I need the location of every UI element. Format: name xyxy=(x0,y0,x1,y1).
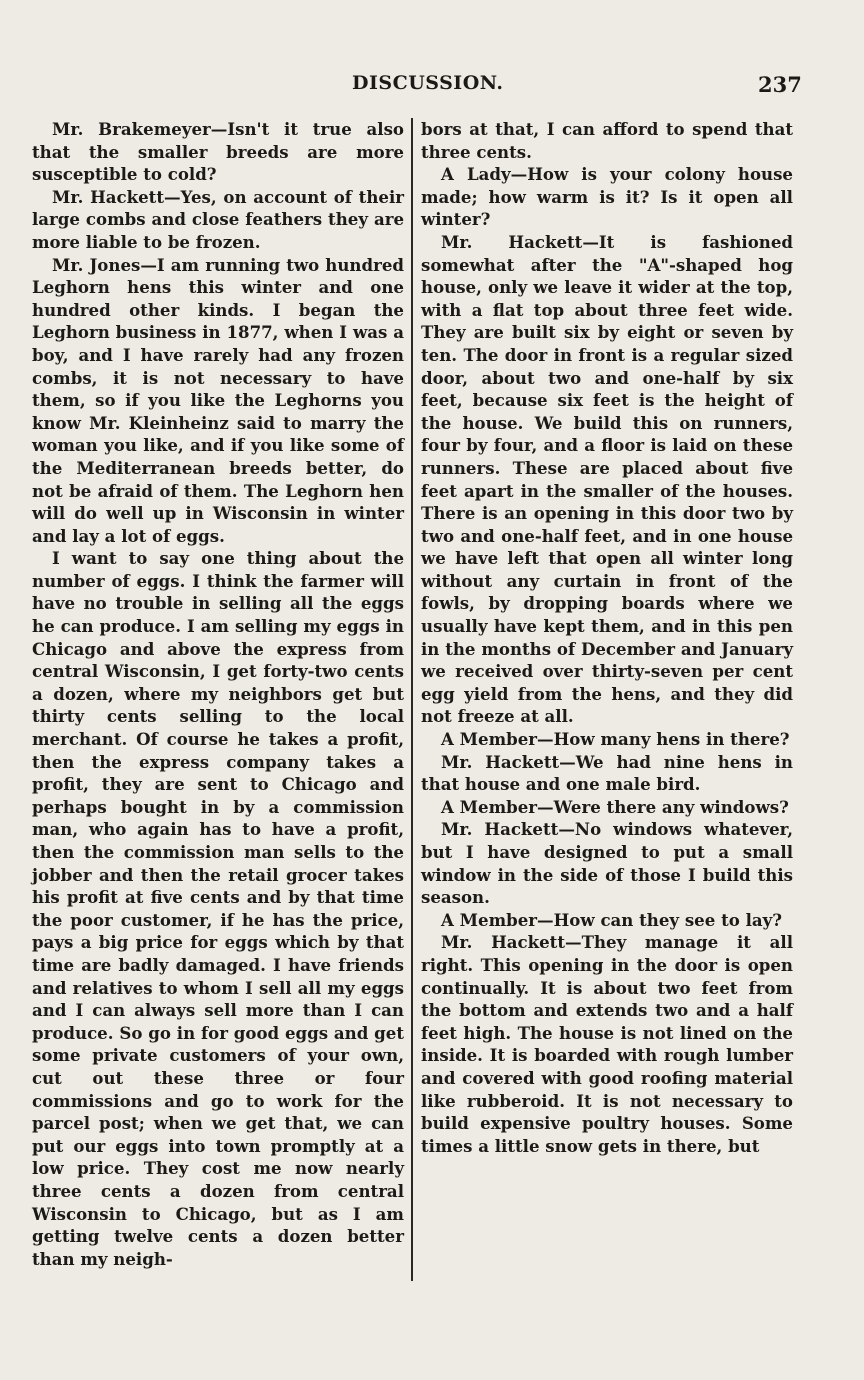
paragraph: Mr. Hackett—It is fashioned somewhat after the "A"-shaped hog house, only we leave it wider at the top, with a flat top about three feet wide. They are built six by eight or seven by ten. The door in front is a regular sized door, about two and one-half by six feet, because six feet is the height of the house. We build this on runners, four by four, and a floor is laid on these runners. These are placed about five feet apart in the smaller of the houses. There is an opening in this door two by two and one-half feet, and in one house we have left that open all winter long without any curtain in front of the fowls, by dropping boards where we usually have kept them, and in this pen in the months of December and January we received over thirty-seven per cent egg yield from the hens, and they did not freeze at all. xyxy=(421,231,793,727)
page-number: 237 xyxy=(758,72,802,97)
paragraph: Mr. Hackett—Yes, on account of their large combs and close feathers they are more liable to be frozen. xyxy=(32,186,404,252)
paragraph: A Member—How can they see to lay? xyxy=(441,909,783,930)
column-divider xyxy=(411,118,413,1281)
paragraph: A Member—How many hens in there? xyxy=(441,729,790,750)
paragraph: Mr. Hackett—No windows whatever, but I have designed to put a small window in the side of those I build this season. xyxy=(421,819,793,908)
paragraph: Mr. Hackett—We had nine hens in that house and one male bird. xyxy=(421,751,793,795)
paragraph: Mr. Jones—I am running two hundred Leghorn hens this winter and one hundred other kinds. I began the Leghorn business in 1877, when I was a boy, and I have rarely had any frozen combs, it is not necessary to have them, so if you like the Leghorns you know Mr. Kleinheinz said to marry the woman you like, and if you like some of the Mediterranean breeds better, do not be afraid of them. The Leghorn hen will do well up in Wisconsin in winter and lay a lot of eggs. xyxy=(32,254,404,546)
running-head: DISCUSSION. xyxy=(352,72,504,94)
paragraph: A Lady—How is your colony house made; how warm is it? Is it open all winter? xyxy=(421,164,793,230)
left-column xyxy=(32,118,404,1270)
paragraph: A Member—Were there any windows? xyxy=(441,796,789,817)
paragraph: Mr. Hackett—They manage it all right. This opening in the door is open continually. It is about two feet from the bottom and extends two and a half feet high. The house is not lined on the inside. It is boarded with rough lumber and covered with good roofing material like rubberoid. It is not necessary to build expensive poultry houses. Some times a little snow gets in there, but xyxy=(421,932,793,1156)
right-column xyxy=(421,118,793,1157)
paragraph: Mr. Brakemeyer—Isn't it true also that the smaller breeds are more susceptible to cold? xyxy=(32,119,404,185)
paragraph: I want to say one thing about the number of eggs. I think the farmer will have no trouble in selling all the eggs he can produce. I am selling my eggs in Chicago and above the express from central Wisconsin, I get forty-two cents a dozen, where my neighbors get but thirty cents selling to the local merchant. Of course he takes a profit, then the express company takes a profit, they are sent to Chicago and perhaps bought in by a commission man, who again has to have a profit, then the commission man sells to the jobber and then the retail grocer takes his profit at five cents and by that time the poor customer, if he has the price, pays a big price for eggs which by that time are badly damaged. I have friends and relatives to whom I sell all my eggs and I can always sell more than I can produce. So go in for good eggs and get some private customers of your own, cut out these three or four commissions and go to work for the parcel post; when we get that, we can put our eggs into town promptly at a low price. They cost me now nearly three cents a dozen from central Wisconsin to Chicago, but as I am getting twelve cents a dozen better than my neigh- xyxy=(32,548,404,1269)
paragraph: bors at that, I can afford to spend that three cents. xyxy=(421,119,793,162)
